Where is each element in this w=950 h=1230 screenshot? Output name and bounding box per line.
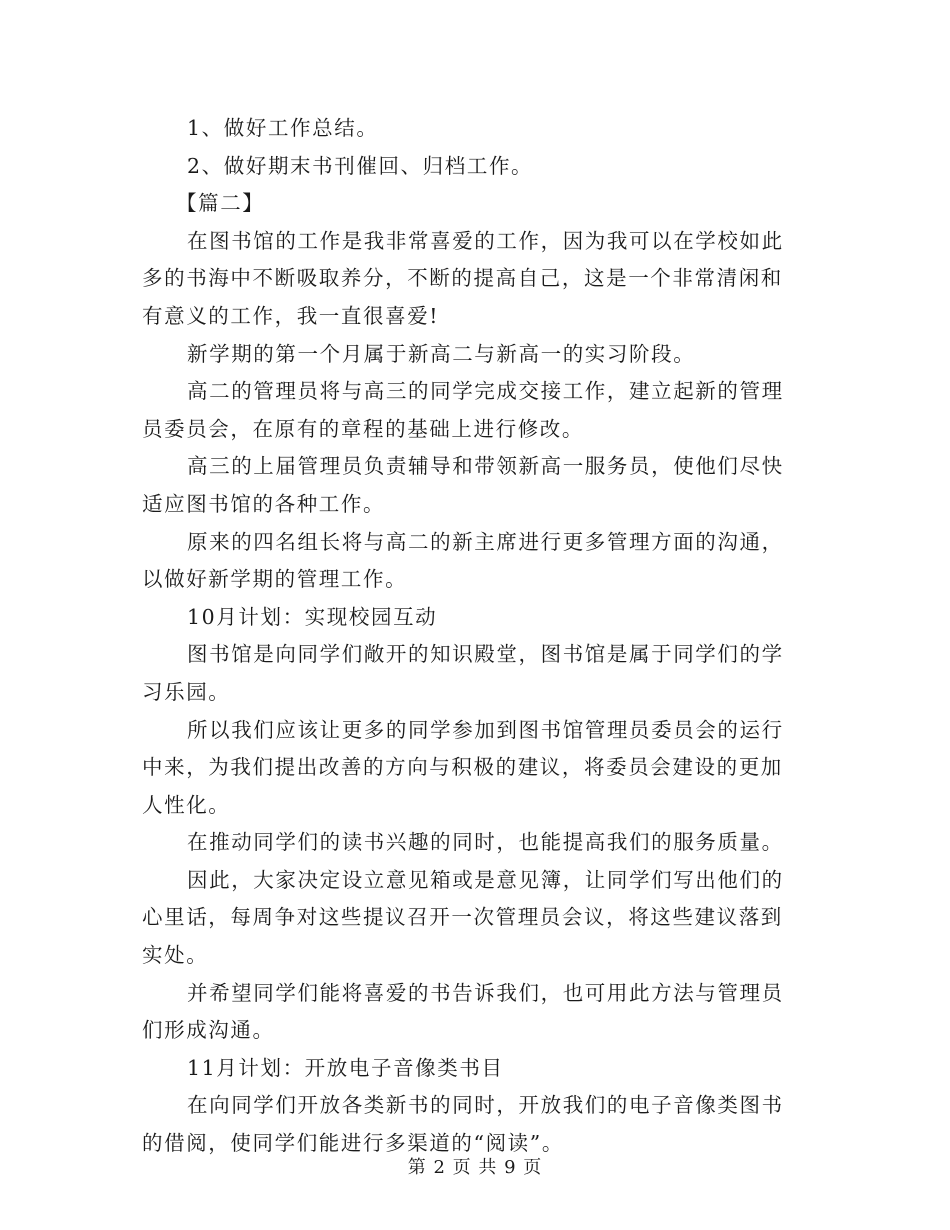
- plan-heading: 10月计划：实现校园互动: [187, 604, 438, 629]
- paragraph: 因此，大家决定设立意见箱或是意见簿，让同学们写出他们的心里话，每周争对这些提议召开一次管理员会议，将这些建议落到实处。: [142, 867, 784, 968]
- paragraph: 在图书馆的工作是我非常喜爱的工作，因为我可以在学校如此多的书海中不断吸取养分，不断的提高自己，这是一个非常清闲和有意义的工作，我一直很喜爱!: [142, 228, 784, 328]
- paragraph: 高三的上届管理员负责辅导和带领新高一服务员，使他们尽快适应图书馆的各种工作。: [142, 454, 784, 516]
- paragraph: 并希望同学们能将喜爱的书告诉我们，也可用此方法与管理员们形成沟通。: [142, 980, 784, 1043]
- paragraph: 原来的四名组长将与高二的新主席进行更多管理方面的沟通，以做好新学期的管理工作。: [142, 529, 784, 592]
- document-body: [142, 110, 802, 1163]
- paragraph: 在向同学们开放各类新书的同时，开放我们的电子音像类图书的借阅，使同学们能进行多渠道的“阅读”。: [142, 1093, 784, 1156]
- paragraph: 图书馆是向同学们敞开的知识殿堂，图书馆是属于同学们的学习乐园。: [142, 642, 784, 704]
- paragraph: 新学期的第一个月属于新高二与新高一的实习阶段。: [187, 341, 696, 366]
- paragraph: 在推动同学们的读书兴趣的同时，也能提高我们的服务质量。: [187, 830, 784, 855]
- paragraph: 高二的管理员将与高三的同学完成交接工作，建立起新的管理员委员会，在原有的章程的基础上进行修改。: [142, 379, 784, 441]
- paragraph: 2、做好期末书刊催回、归档工作。: [187, 153, 534, 178]
- section-heading: 【篇二】: [176, 191, 265, 216]
- paragraph: 所以我们应该让更多的同学参加到图书馆管理员委员会的运行中来，为我们提出改善的方向与积极的建议，将委员会建设的更加人性化。: [142, 717, 784, 817]
- plan-heading: 11月计划：开放电子音像类书目: [187, 1055, 504, 1080]
- page-number-footer: 第 2 页 共 9 页: [407, 1157, 543, 1178]
- paragraph: 1、做好工作总结。: [187, 116, 379, 140]
